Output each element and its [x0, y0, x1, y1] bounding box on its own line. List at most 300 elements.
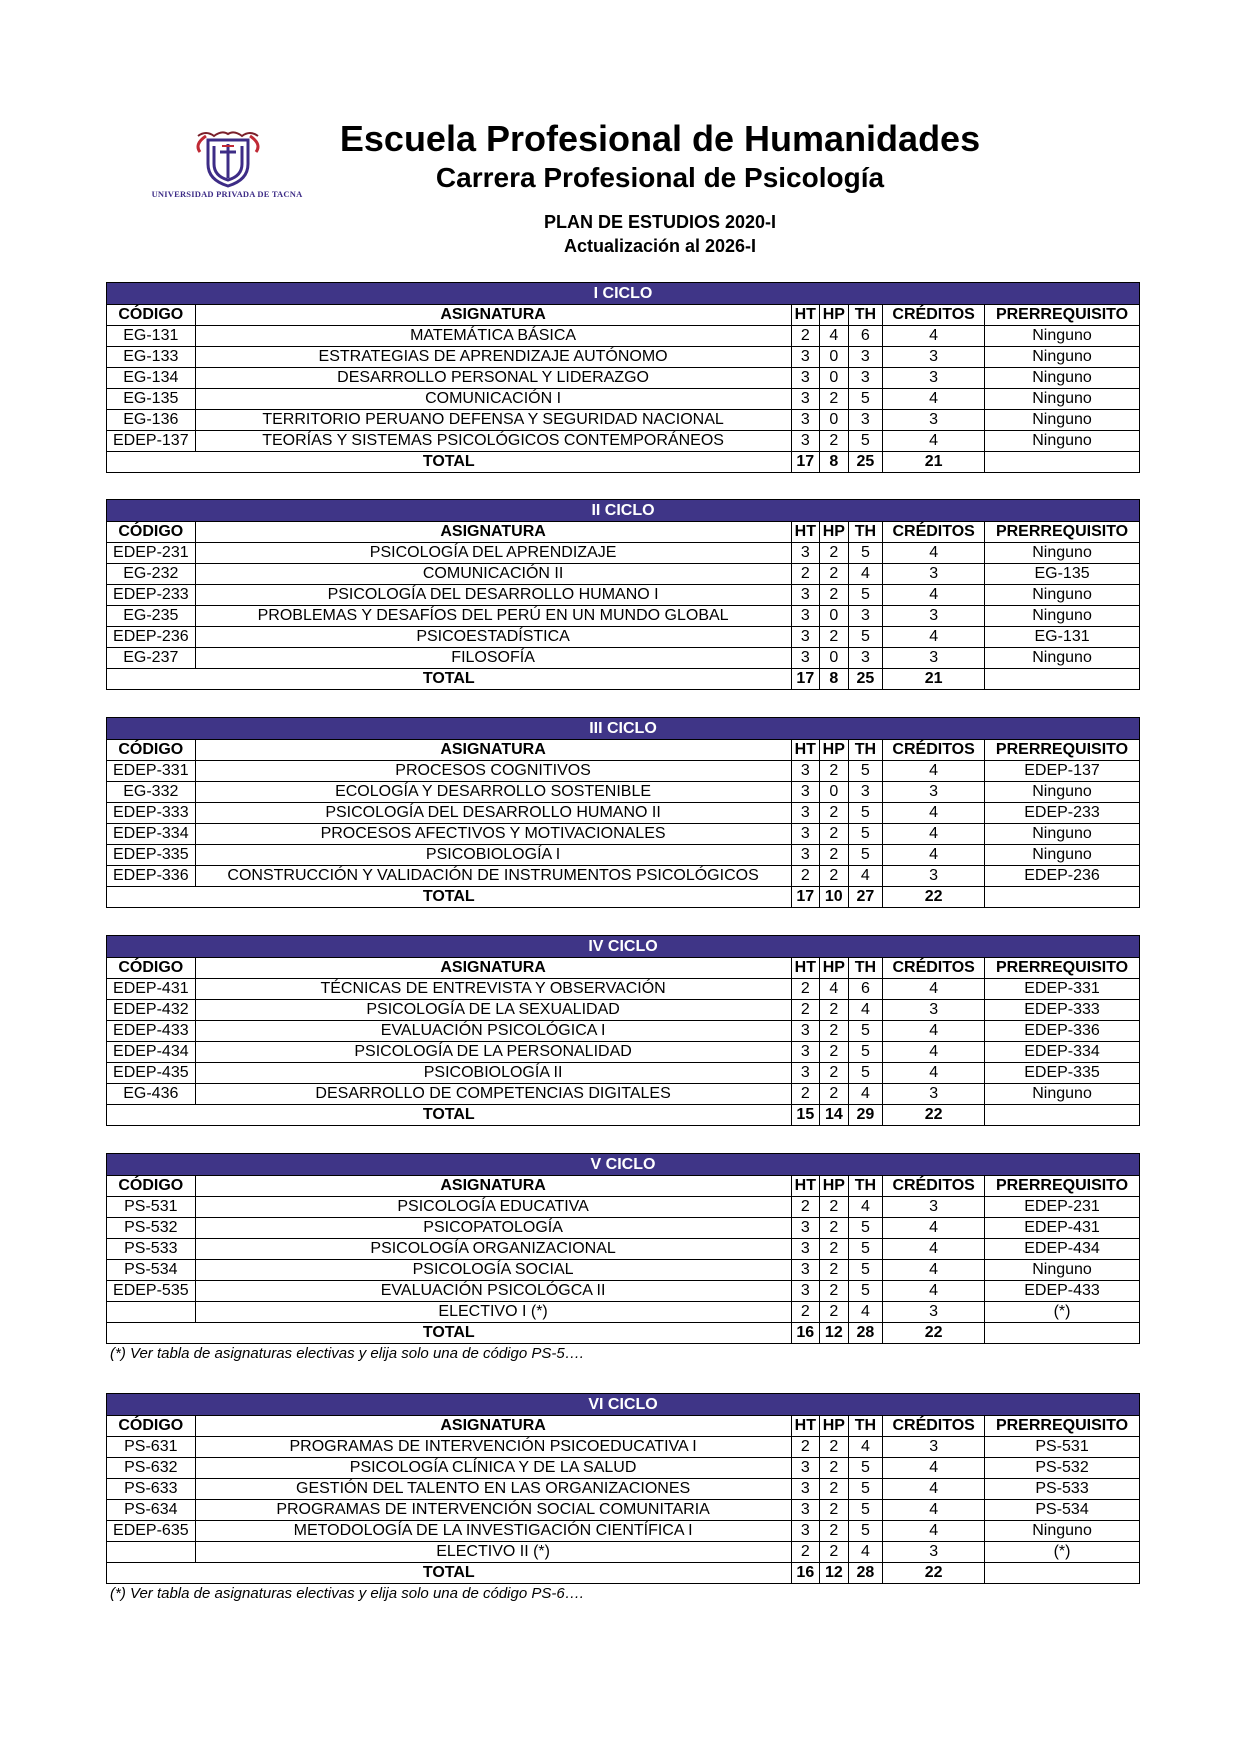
- total-ht: 17: [791, 452, 820, 473]
- total-prereq: [985, 1563, 1140, 1584]
- course-code: EDEP-435: [107, 1063, 196, 1084]
- column-header-row: [107, 958, 1140, 979]
- cycle-block: [106, 1153, 1140, 1364]
- course-credits: 3: [883, 564, 985, 585]
- course-subject: DESARROLLO PERSONAL Y LIDERAZGO: [195, 368, 791, 389]
- total-prereq: [985, 669, 1140, 690]
- column-header-credits: CRÉDITOS: [883, 1416, 985, 1437]
- course-prereq: EG-131: [985, 627, 1140, 648]
- course-row: [107, 1000, 1140, 1021]
- course-th: 4: [848, 1197, 883, 1218]
- course-credits: 4: [883, 824, 985, 845]
- course-code: EG-136: [107, 410, 196, 431]
- column-header-code: CÓDIGO: [107, 1416, 196, 1437]
- course-hp: 0: [820, 606, 849, 627]
- course-th: 3: [848, 347, 883, 368]
- course-th: 5: [848, 824, 883, 845]
- course-subject: PROGRAMAS DE INTERVENCIÓN SOCIAL COMUNITARIA: [195, 1500, 791, 1521]
- column-header-code: CÓDIGO: [107, 305, 196, 326]
- course-prereq: PS-534: [985, 1500, 1140, 1521]
- update-title: Actualización al 2026-I: [563, 236, 757, 256]
- course-row: [107, 410, 1140, 431]
- course-hp: 2: [820, 1084, 849, 1105]
- course-th: 5: [848, 585, 883, 606]
- column-header-ht: HT: [791, 740, 820, 761]
- column-header-credits: CRÉDITOS: [883, 958, 985, 979]
- course-credits: 3: [883, 347, 985, 368]
- course-credits: 3: [883, 866, 985, 887]
- column-header-code: CÓDIGO: [107, 522, 196, 543]
- course-row: [107, 1458, 1140, 1479]
- course-prereq: EDEP-236: [985, 866, 1140, 887]
- course-ht: 3: [791, 648, 820, 669]
- course-code: EG-332: [107, 782, 196, 803]
- course-credits: 3: [883, 368, 985, 389]
- course-th: 4: [848, 1302, 883, 1323]
- course-prereq: Ninguno: [985, 782, 1140, 803]
- course-hp: 0: [820, 782, 849, 803]
- course-subject: PSICOLOGÍA DEL DESARROLLO HUMANO II: [195, 803, 791, 824]
- column-header-hp: HP: [820, 305, 849, 326]
- course-code: EDEP-137: [107, 431, 196, 452]
- course-credits: 4: [883, 1521, 985, 1542]
- course-row: [107, 389, 1140, 410]
- course-code: EG-235: [107, 606, 196, 627]
- course-th: 5: [848, 1063, 883, 1084]
- course-hp: 2: [820, 803, 849, 824]
- course-th: 5: [848, 389, 883, 410]
- column-header-credits: CRÉDITOS: [883, 522, 985, 543]
- course-prereq: (*): [985, 1302, 1140, 1323]
- column-header-prereq: PRERREQUISITO: [985, 305, 1140, 326]
- course-prereq: Ninguno: [985, 431, 1140, 452]
- course-row: [107, 1500, 1140, 1521]
- course-th: 5: [848, 1239, 883, 1260]
- course-th: 4: [848, 1084, 883, 1105]
- cycle-block: [106, 499, 1140, 690]
- course-code: EDEP-333: [107, 803, 196, 824]
- cycle-block: [106, 282, 1140, 473]
- course-row: [107, 1239, 1140, 1260]
- course-th: 5: [848, 1281, 883, 1302]
- course-row: [107, 979, 1140, 1000]
- course-subject: ECOLOGÍA Y DESARROLLO SOSTENIBLE: [195, 782, 791, 803]
- course-credits: 4: [883, 1239, 985, 1260]
- total-prereq: [985, 1323, 1140, 1344]
- course-code: PS-534: [107, 1260, 196, 1281]
- total-th: 28: [848, 1563, 883, 1584]
- column-header-prereq: PRERREQUISITO: [985, 740, 1140, 761]
- course-row: [107, 431, 1140, 452]
- course-hp: 4: [820, 979, 849, 1000]
- course-code: EDEP-335: [107, 845, 196, 866]
- column-header-th: TH: [848, 958, 883, 979]
- cycle-table: [106, 717, 1140, 908]
- course-row: [107, 761, 1140, 782]
- course-hp: 2: [820, 761, 849, 782]
- course-prereq: EDEP-336: [985, 1021, 1140, 1042]
- course-credits: 3: [883, 782, 985, 803]
- course-subject: TERRITORIO PERUANO DEFENSA Y SEGURIDAD NACIONAL: [195, 410, 791, 431]
- course-credits: 4: [883, 803, 985, 824]
- course-subject: ELECTIVO I (*): [195, 1302, 791, 1323]
- column-header-code: CÓDIGO: [107, 740, 196, 761]
- column-header-ht: HT: [791, 1416, 820, 1437]
- course-hp: 2: [820, 845, 849, 866]
- course-row: [107, 782, 1140, 803]
- course-subject: EVALUACIÓN PSICOLÓGCA II: [195, 1281, 791, 1302]
- course-hp: 2: [820, 1239, 849, 1260]
- course-ht: 2: [791, 1000, 820, 1021]
- course-credits: 4: [883, 1281, 985, 1302]
- cycle-title: V CICLO: [107, 1154, 1140, 1176]
- course-ht: 3: [791, 410, 820, 431]
- course-ht: 2: [791, 979, 820, 1000]
- plan-title: PLAN DE ESTUDIOS 2020-I: [543, 212, 777, 232]
- course-row: [107, 347, 1140, 368]
- course-ht: 3: [791, 1500, 820, 1521]
- course-hp: 2: [820, 1021, 849, 1042]
- course-code: EG-237: [107, 648, 196, 669]
- total-credits: 22: [883, 1563, 985, 1584]
- course-prereq: EDEP-233: [985, 803, 1140, 824]
- course-ht: 3: [791, 368, 820, 389]
- course-subject: PSICOLOGÍA CLÍNICA Y DE LA SALUD: [195, 1458, 791, 1479]
- course-row: [107, 824, 1140, 845]
- course-ht: 2: [791, 1542, 820, 1563]
- elective-note: (*) Ver tabla de asignaturas electivas y elija solo una de código PS-6….: [110, 1585, 584, 1602]
- course-ht: 3: [791, 431, 820, 452]
- column-header-th: TH: [848, 1416, 883, 1437]
- course-prereq: Ninguno: [985, 585, 1140, 606]
- course-th: 3: [848, 648, 883, 669]
- course-row: [107, 1063, 1140, 1084]
- course-subject: COMUNICACIÓN I: [195, 389, 791, 410]
- column-header-row: [107, 1176, 1140, 1197]
- course-th: 3: [848, 782, 883, 803]
- course-row: [107, 1084, 1140, 1105]
- total-th: 25: [848, 669, 883, 690]
- course-row: [107, 1281, 1140, 1302]
- column-header-subject: ASIGNATURA: [195, 1416, 791, 1437]
- total-row: [107, 1105, 1140, 1126]
- column-header-th: TH: [848, 740, 883, 761]
- course-credits: 4: [883, 1458, 985, 1479]
- total-hp: 12: [820, 1563, 849, 1584]
- cycle-table: [106, 499, 1140, 690]
- course-subject: ELECTIVO II (*): [195, 1542, 791, 1563]
- course-hp: 0: [820, 368, 849, 389]
- total-row: [107, 887, 1140, 908]
- course-row: [107, 1260, 1140, 1281]
- course-ht: 3: [791, 1063, 820, 1084]
- column-header-prereq: PRERREQUISITO: [985, 1416, 1140, 1437]
- course-prereq: Ninguno: [985, 845, 1140, 866]
- column-header-row: [107, 305, 1140, 326]
- course-prereq: EDEP-334: [985, 1042, 1140, 1063]
- course-row: [107, 1042, 1140, 1063]
- total-credits: 22: [883, 1323, 985, 1344]
- course-row: [107, 1197, 1140, 1218]
- course-hp: 2: [820, 1542, 849, 1563]
- course-ht: 2: [791, 1437, 820, 1458]
- logo-caption: UNIVERSIDAD PRIVADA DE TACNA: [151, 189, 303, 199]
- course-row: [107, 606, 1140, 627]
- course-subject: PSICOLOGÍA DE LA SEXUALIDAD: [195, 1000, 791, 1021]
- course-ht: 3: [791, 761, 820, 782]
- course-prereq: EG-135: [985, 564, 1140, 585]
- course-row: [107, 648, 1140, 669]
- course-ht: 3: [791, 606, 820, 627]
- course-code: EG-232: [107, 564, 196, 585]
- course-ht: 3: [791, 347, 820, 368]
- course-subject: FILOSOFÍA: [195, 648, 791, 669]
- course-subject: PROGRAMAS DE INTERVENCIÓN PSICOEDUCATIVA I: [195, 1437, 791, 1458]
- course-ht: 3: [791, 1042, 820, 1063]
- course-credits: 4: [883, 761, 985, 782]
- column-header-hp: HP: [820, 740, 849, 761]
- total-label: TOTAL: [107, 669, 792, 690]
- cycle-title: I CICLO: [107, 283, 1140, 305]
- course-credits: 4: [883, 389, 985, 410]
- column-header-subject: ASIGNATURA: [195, 305, 791, 326]
- course-credits: 4: [883, 1042, 985, 1063]
- course-code: EDEP-334: [107, 824, 196, 845]
- course-prereq: Ninguno: [985, 347, 1140, 368]
- column-header-th: TH: [848, 522, 883, 543]
- course-credits: 4: [883, 1021, 985, 1042]
- column-header-th: TH: [848, 1176, 883, 1197]
- course-ht: 3: [791, 543, 820, 564]
- course-ht: 3: [791, 627, 820, 648]
- course-hp: 2: [820, 1197, 849, 1218]
- column-header-ht: HT: [791, 305, 820, 326]
- course-credits: 3: [883, 1437, 985, 1458]
- course-ht: 3: [791, 1281, 820, 1302]
- course-prereq: EDEP-431: [985, 1218, 1140, 1239]
- cycle-block: [106, 935, 1140, 1126]
- course-subject: PROCESOS AFECTIVOS Y MOTIVACIONALES: [195, 824, 791, 845]
- cycle-title: III CICLO: [107, 718, 1140, 740]
- course-row: [107, 1521, 1140, 1542]
- cycle-title: VI CICLO: [107, 1394, 1140, 1416]
- course-row: [107, 1302, 1140, 1323]
- course-subject: TÉCNICAS DE ENTREVISTA Y OBSERVACIÓN: [195, 979, 791, 1000]
- total-th: 25: [848, 452, 883, 473]
- course-th: 5: [848, 431, 883, 452]
- course-prereq: Ninguno: [985, 410, 1140, 431]
- course-code: EDEP-433: [107, 1021, 196, 1042]
- total-row: [107, 669, 1140, 690]
- course-credits: 3: [883, 1302, 985, 1323]
- course-hp: 2: [820, 1521, 849, 1542]
- column-header-hp: HP: [820, 958, 849, 979]
- course-subject: COMUNICACIÓN II: [195, 564, 791, 585]
- cycle-block: [106, 1393, 1140, 1604]
- course-hp: 2: [820, 543, 849, 564]
- course-row: [107, 543, 1140, 564]
- course-prereq: Ninguno: [985, 1521, 1140, 1542]
- total-th: 28: [848, 1323, 883, 1344]
- course-th: 4: [848, 564, 883, 585]
- course-hp: 2: [820, 1000, 849, 1021]
- course-subject: PSICOLOGÍA DE LA PERSONALIDAD: [195, 1042, 791, 1063]
- total-hp: 12: [820, 1323, 849, 1344]
- course-ht: 3: [791, 1218, 820, 1239]
- course-prereq: Ninguno: [985, 389, 1140, 410]
- total-prereq: [985, 452, 1140, 473]
- course-prereq: Ninguno: [985, 1260, 1140, 1281]
- course-code: EDEP-336: [107, 866, 196, 887]
- course-code: PS-531: [107, 1197, 196, 1218]
- course-code: EDEP-431: [107, 979, 196, 1000]
- total-ht: 17: [791, 669, 820, 690]
- total-hp: 14: [820, 1105, 849, 1126]
- course-th: 5: [848, 1218, 883, 1239]
- column-header-subject: ASIGNATURA: [195, 958, 791, 979]
- course-prereq: Ninguno: [985, 648, 1140, 669]
- total-label: TOTAL: [107, 1563, 792, 1584]
- course-th: 3: [848, 606, 883, 627]
- course-hp: 2: [820, 564, 849, 585]
- course-ht: 3: [791, 585, 820, 606]
- total-credits: 22: [883, 1105, 985, 1126]
- course-row: [107, 845, 1140, 866]
- course-subject: PSICOBIOLOGÍA II: [195, 1063, 791, 1084]
- course-hp: 2: [820, 1479, 849, 1500]
- course-th: 5: [848, 1042, 883, 1063]
- total-credits: 21: [883, 452, 985, 473]
- column-header-credits: CRÉDITOS: [883, 740, 985, 761]
- column-header-hp: HP: [820, 1176, 849, 1197]
- total-label: TOTAL: [107, 1105, 792, 1126]
- course-th: 5: [848, 1500, 883, 1521]
- course-row: [107, 368, 1140, 389]
- course-th: 4: [848, 866, 883, 887]
- course-code: PS-532: [107, 1218, 196, 1239]
- cycle-block: [106, 717, 1140, 908]
- course-th: 5: [848, 845, 883, 866]
- column-header-prereq: PRERREQUISITO: [985, 522, 1140, 543]
- cycle-header-row: [107, 283, 1140, 305]
- course-th: 4: [848, 1542, 883, 1563]
- course-subject: PROCESOS COGNITIVOS: [195, 761, 791, 782]
- course-hp: 2: [820, 1437, 849, 1458]
- course-prereq: EDEP-137: [985, 761, 1140, 782]
- course-prereq: EDEP-333: [985, 1000, 1140, 1021]
- course-hp: 2: [820, 866, 849, 887]
- course-ht: 3: [791, 1260, 820, 1281]
- cycle-header-row: [107, 718, 1140, 740]
- course-credits: 4: [883, 1479, 985, 1500]
- course-code: EG-131: [107, 326, 196, 347]
- column-header-ht: HT: [791, 958, 820, 979]
- course-hp: 2: [820, 1042, 849, 1063]
- course-ht: 3: [791, 1458, 820, 1479]
- course-credits: 4: [883, 431, 985, 452]
- course-prereq: PS-533: [985, 1479, 1140, 1500]
- total-th: 29: [848, 1105, 883, 1126]
- course-ht: 2: [791, 1197, 820, 1218]
- course-th: 5: [848, 543, 883, 564]
- course-hp: 2: [820, 389, 849, 410]
- total-ht: 16: [791, 1323, 820, 1344]
- cycle-header-row: [107, 500, 1140, 522]
- course-code: EDEP-535: [107, 1281, 196, 1302]
- course-row: [107, 866, 1140, 887]
- course-subject: PSICOLOGÍA DEL DESARROLLO HUMANO I: [195, 585, 791, 606]
- cycle-table: [106, 1153, 1140, 1344]
- course-row: [107, 326, 1140, 347]
- course-hp: 2: [820, 585, 849, 606]
- column-header-prereq: PRERREQUISITO: [985, 958, 1140, 979]
- cycle-table: [106, 935, 1140, 1126]
- course-code: EG-436: [107, 1084, 196, 1105]
- total-credits: 22: [883, 887, 985, 908]
- course-hp: 2: [820, 1281, 849, 1302]
- course-hp: 2: [820, 1500, 849, 1521]
- course-prereq: Ninguno: [985, 606, 1140, 627]
- course-credits: 4: [883, 1218, 985, 1239]
- course-th: 5: [848, 803, 883, 824]
- course-code: EDEP-635: [107, 1521, 196, 1542]
- course-code: [107, 1302, 196, 1323]
- course-ht: 3: [791, 782, 820, 803]
- course-hp: 2: [820, 1063, 849, 1084]
- course-credits: 4: [883, 1500, 985, 1521]
- course-ht: 3: [791, 1479, 820, 1500]
- course-row: [107, 585, 1140, 606]
- column-header-subject: ASIGNATURA: [195, 1176, 791, 1197]
- column-header-ht: HT: [791, 1176, 820, 1197]
- course-credits: 4: [883, 627, 985, 648]
- course-th: 4: [848, 1000, 883, 1021]
- course-th: 5: [848, 1260, 883, 1281]
- course-credits: 3: [883, 1542, 985, 1563]
- course-th: 5: [848, 761, 883, 782]
- course-hp: 2: [820, 824, 849, 845]
- course-row: [107, 1218, 1140, 1239]
- total-label: TOTAL: [107, 887, 792, 908]
- course-subject: PSICOESTADÍSTICA: [195, 627, 791, 648]
- column-header-hp: HP: [820, 522, 849, 543]
- total-label: TOTAL: [107, 1323, 792, 1344]
- course-prereq: Ninguno: [985, 326, 1140, 347]
- course-subject: PSICOBIOLOGÍA I: [195, 845, 791, 866]
- course-subject: GESTIÓN DEL TALENTO EN LAS ORGANIZACIONES: [195, 1479, 791, 1500]
- course-ht: 3: [791, 1021, 820, 1042]
- course-credits: 4: [883, 979, 985, 1000]
- course-code: EDEP-231: [107, 543, 196, 564]
- course-subject: PSICOLOGÍA EDUCATIVA: [195, 1197, 791, 1218]
- course-credits: 3: [883, 1000, 985, 1021]
- total-label: TOTAL: [107, 452, 792, 473]
- career-title: Carrera Profesional de Psicología: [435, 162, 885, 193]
- course-th: 6: [848, 326, 883, 347]
- total-hp: 10: [820, 887, 849, 908]
- course-prereq: EDEP-335: [985, 1063, 1140, 1084]
- course-credits: 3: [883, 1197, 985, 1218]
- cycle-header-row: [107, 1394, 1140, 1416]
- course-ht: 2: [791, 866, 820, 887]
- course-ht: 2: [791, 1302, 820, 1323]
- course-code: PS-634: [107, 1500, 196, 1521]
- course-credits: 4: [883, 543, 985, 564]
- course-ht: 3: [791, 824, 820, 845]
- course-row: [107, 564, 1140, 585]
- course-hp: 2: [820, 1260, 849, 1281]
- course-prereq: Ninguno: [985, 1084, 1140, 1105]
